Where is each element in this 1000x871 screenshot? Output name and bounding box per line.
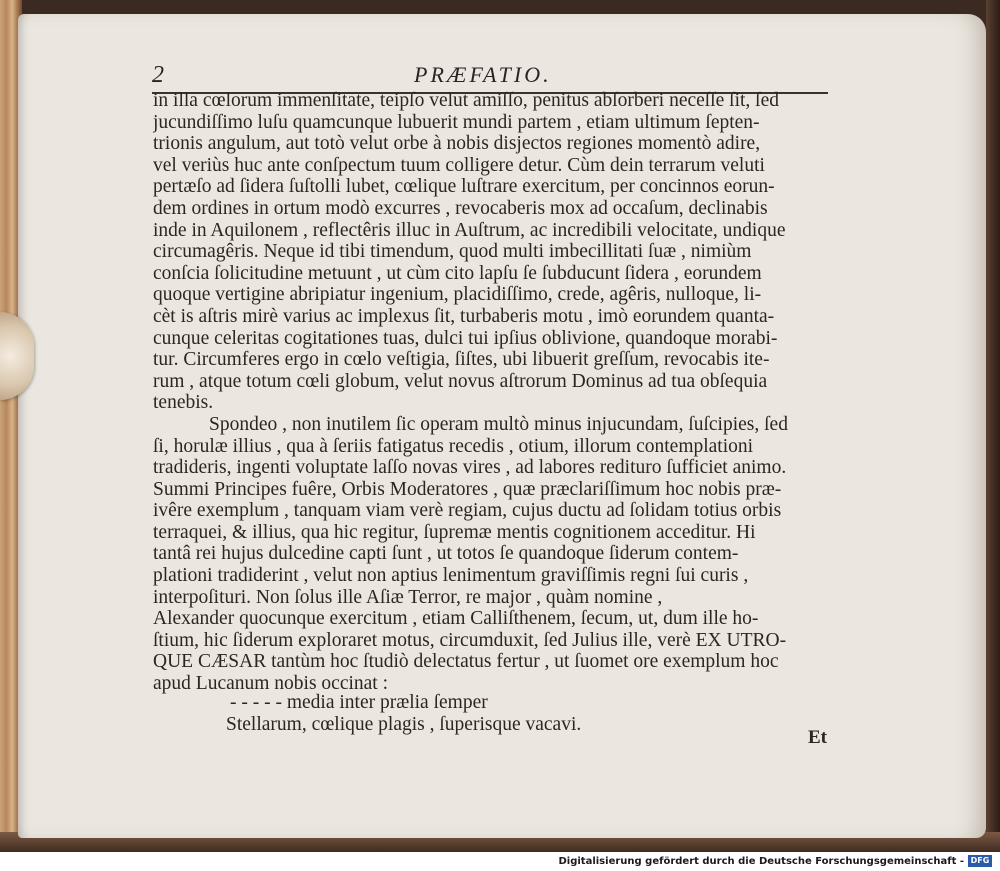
dfg-logo-icon: DFG [968, 855, 992, 867]
text-line: inde in Aquilonem , reflectêris illuc in Auſtrum, ac incredibili velocitate, undique [153, 219, 786, 241]
text-line: tur. Circumferes ergo in cœlo veſtigia, ſiſtes, ubi libuerit greſſum, revocabis ite- [153, 349, 770, 371]
text-line: QUE CÆSAR tantùm hoc ſtudiò delectatus fertur , ut ſuomet ore exemplum hoc [153, 651, 779, 673]
text-line: rum , atque totum cœli globum, velut novus aſtrorum Dominus ad tua obſequia [153, 370, 768, 392]
text-line: tenebis. [153, 392, 214, 414]
catchword: Et [808, 727, 827, 748]
text-line: cunque celeritas cogitationes tuas, dulci tui ipſius oblivione, quandoque morabi- [153, 327, 778, 349]
page-number: 2 [152, 62, 164, 88]
body-text [153, 90, 833, 695]
text-line: ivêre exemplum , tanquam viam verè regiam, cujus ductu ad ſolidam totius orbis [153, 500, 782, 522]
text-line: quoque vertigine abripiatur ingenium, placidiſſimo, crede, agêris, nulloque, li- [153, 284, 762, 306]
text-line: dem ordines in ortum modò excurres , revocaberis mox ad occaſum, declinabis [153, 197, 768, 219]
verse-line-2: Stellarum, cœlique plagis , ſuperisque vacavi. [226, 714, 582, 735]
text-line: pertæſo ad ſidera ſuſtolli lubet, cœlique luſtrare exercitum, per concinnos eorun- [153, 176, 775, 198]
text-line: tantâ rei hujus dulcedine capti ſunt , ut totos ſe quandoque ſiderum contem- [153, 543, 739, 565]
text-line: trionis angulum, aut totò velut orbe à nobis disjectos regiones momentò adire, [153, 133, 761, 155]
text-line: apud Lucanum nobis occinat : [153, 673, 389, 695]
digitization-footer [558, 854, 992, 868]
text-line: cèt is aſtris mirè varius ac implexus ſit, turbaberis motu , imò eorundem quanta- [153, 305, 775, 327]
text-line: conſcia ſolicitudine metuunt , ut cùm cito lapſu ſe ſubducunt ſidera , eorundem [153, 262, 762, 284]
text-line: Spondeo , non inutilem ſic operam multò minus injucundam, ſuſcipies, ſed [209, 413, 788, 435]
text-line: terraquei, & illius, qua hic regitur, ſupremæ mentis cognitionem acceditur. Hi [153, 521, 756, 543]
book-cover-right-edge [986, 0, 1000, 852]
text-line: ſtium, hic ſiderum exploraret motus, circumduxit, ſed Julius ille, verè EX UTRO- [153, 629, 787, 651]
text-line: vel veriùs huc ante conſpectum tuum colligere detur. Cùm dein terrarum veluti [153, 154, 765, 176]
footer-credit: Digitalisierung gefördert durch die Deutsche Forschungsgemeinschaft - [558, 855, 964, 867]
text-line: jucundiſſimo luſu quamcunque lubuerit mundi partem , etiam ultimum ſepten- [153, 111, 760, 133]
text-line: circumagêris. Neque id tibi timendum, quod multi imbecillitati ſuæ , nimiùm [153, 241, 752, 263]
text-line: plationi tradiderint , velut non aptius lenimentum graviſſimis regni ſui curis , [153, 565, 749, 587]
text-line: interpoſituri. Non ſolus ille Aſiæ Terror, re major , quàm nomine , [153, 586, 663, 608]
running-title: PRÆFATIO. [414, 62, 552, 87]
text-line: Alexander quocunque exercitum , etiam Calliſthenem, ſecum, ut, dum ille ho- [153, 608, 759, 630]
text-line: in illa cœlorum immenſitate, teipſo velut amiſſo, penitus abſorberi neceſſe ſit, ſed [153, 90, 779, 111]
text-line: tradideris, ingenti voluptate laſſo novas vires , ad labores redituro ſufficiet animo. [153, 457, 787, 479]
text-line: ſi, horulæ illius , qua à ſeriis fatigatus recedis , otium, illorum contemplationi [153, 435, 754, 457]
verse-line-1: - - - - - media inter prælia ſemper [230, 692, 488, 713]
page-header [152, 62, 824, 88]
text-line: Summi Principes fuêre, Orbis Moderatores , quæ præclariſſimum hoc nobis præ- [153, 478, 782, 500]
